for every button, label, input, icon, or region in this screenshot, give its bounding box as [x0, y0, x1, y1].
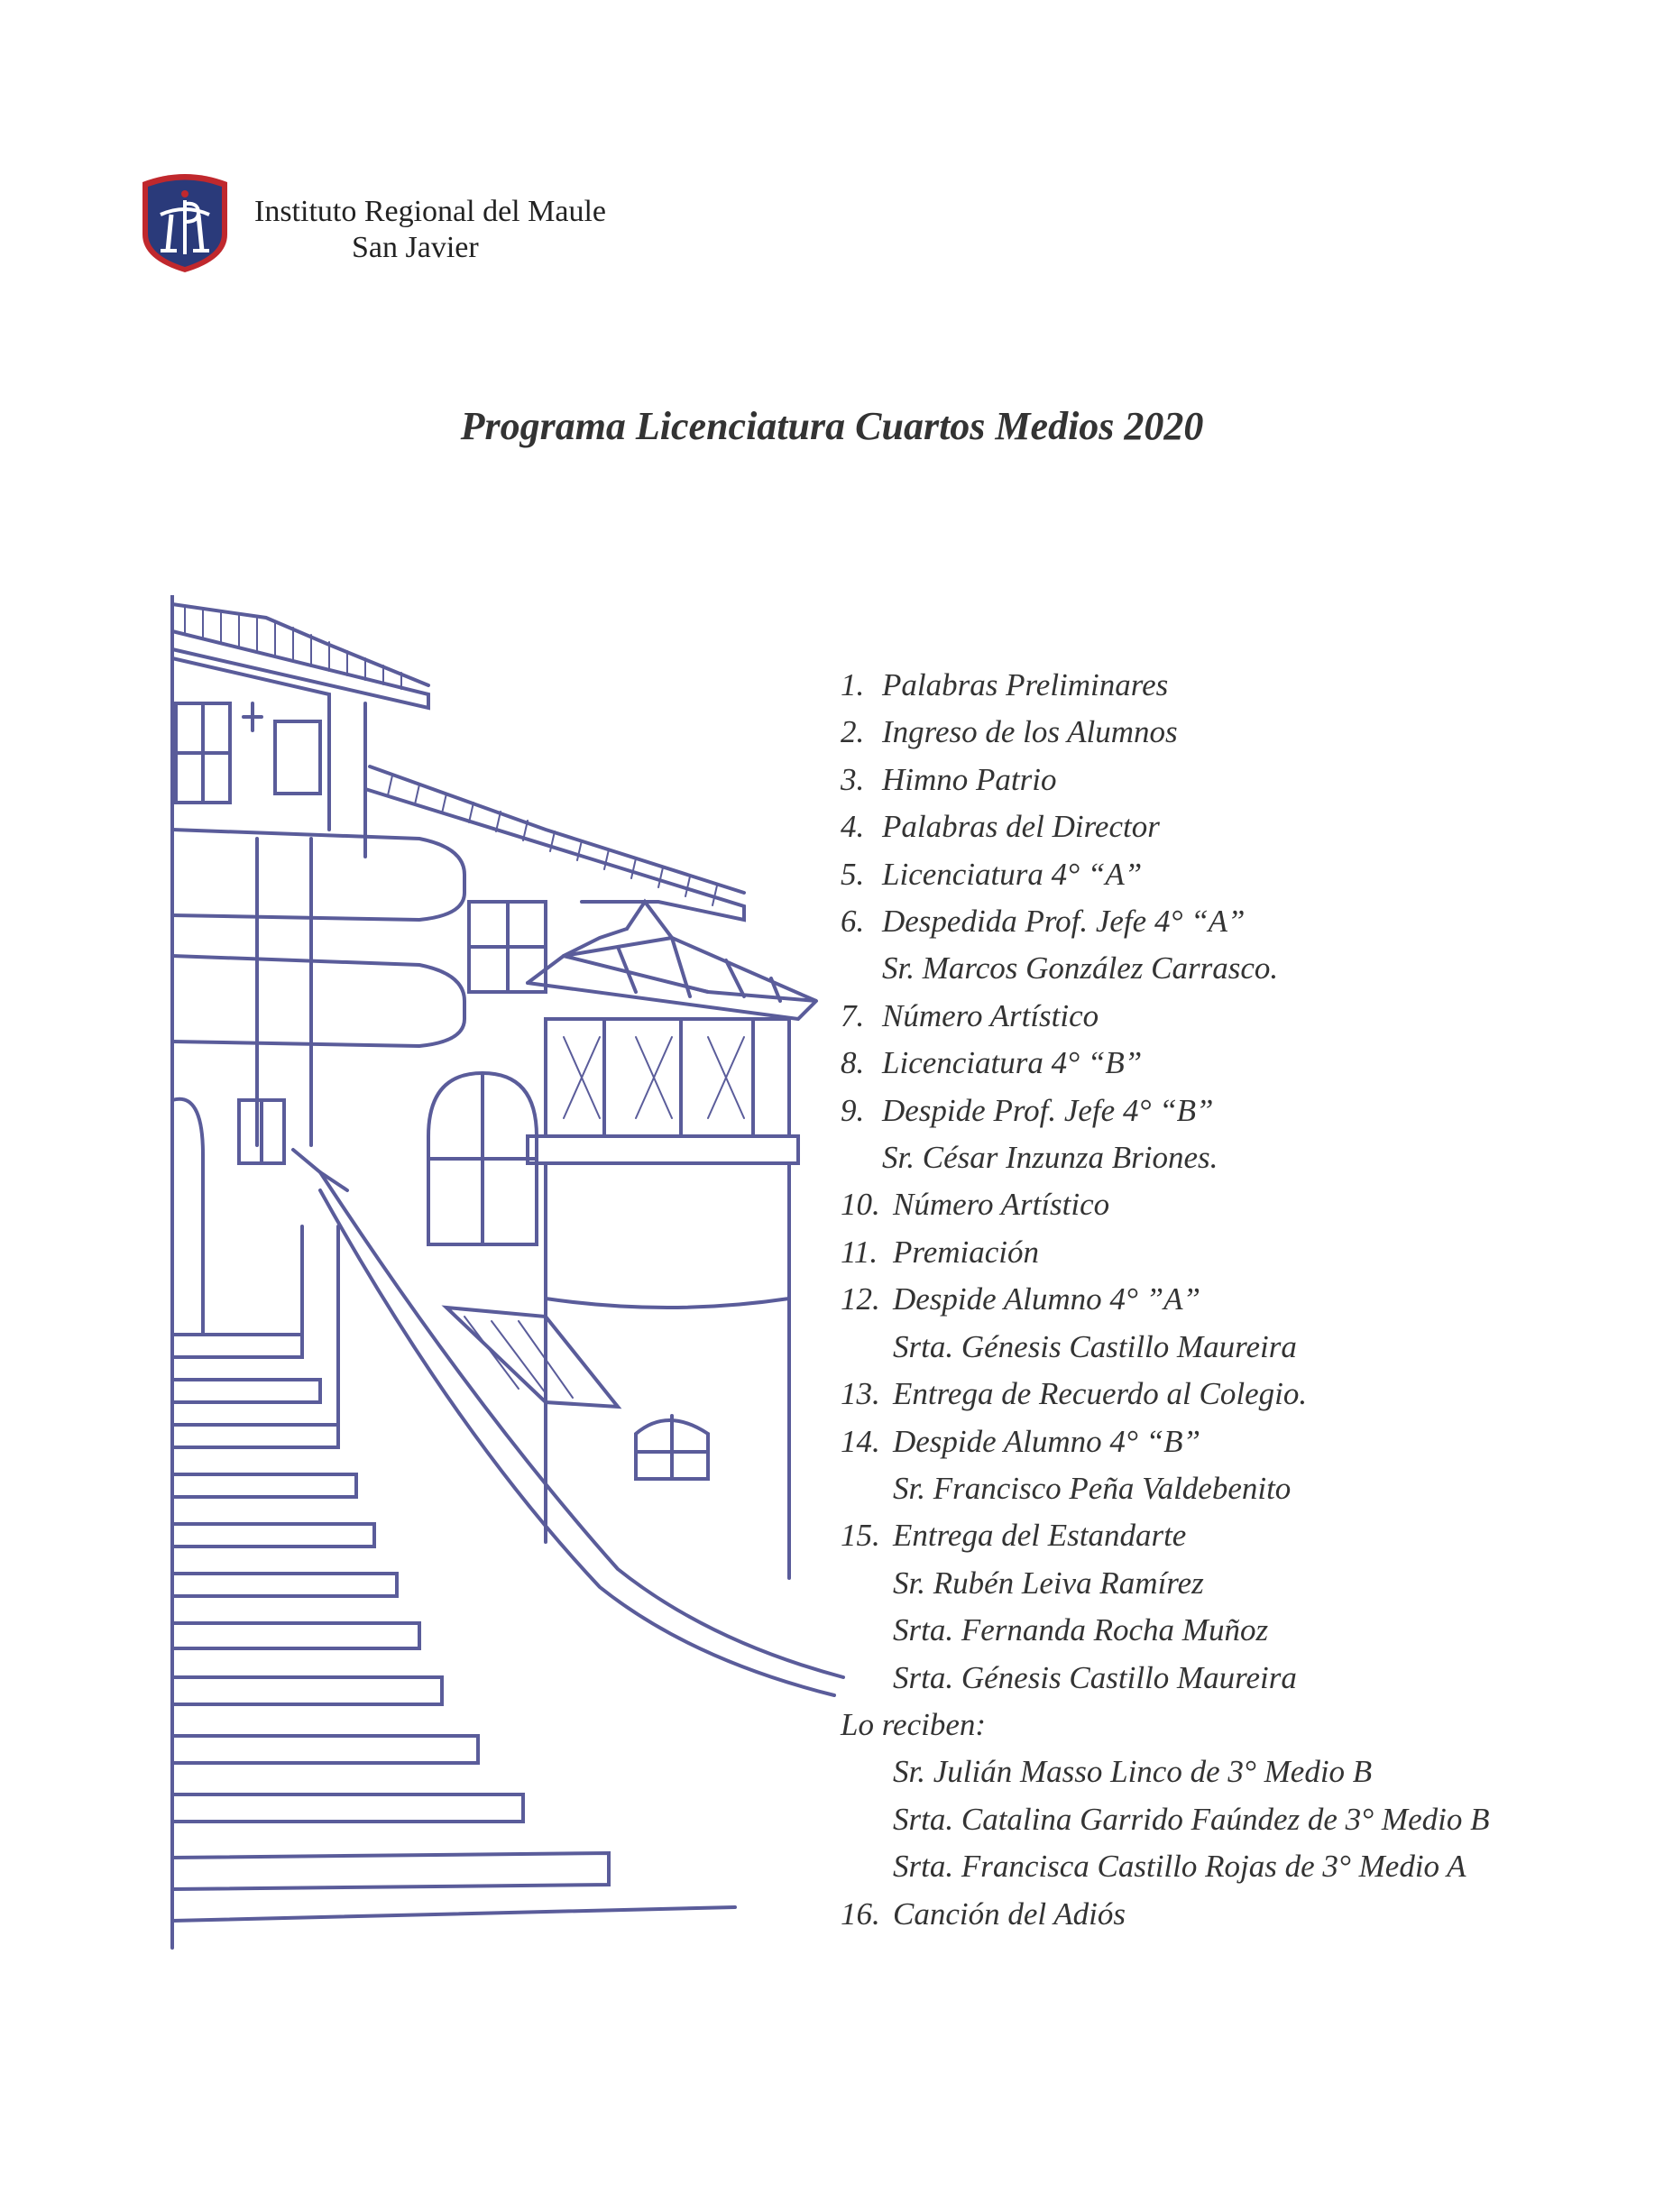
item-text: Número Artístico: [882, 997, 1099, 1033]
program-item: [841, 1229, 1634, 1276]
program-subitem: Srta. Génesis Castillo Maureira: [893, 1659, 1297, 1695]
item-number: 9.: [841, 1092, 865, 1128]
item-text: Palabras Preliminares: [882, 667, 1169, 702]
item-number: 8.: [841, 1045, 865, 1081]
item-number: 4.: [841, 809, 865, 845]
program-item: [841, 1891, 1634, 1938]
item-number: 6.: [841, 904, 865, 940]
program-subitem: Srta. Catalina Garrido Faúndez de 3° Medio B: [893, 1801, 1490, 1837]
program-subitem: Sr. César Inzunza Briones.: [882, 1140, 1218, 1176]
institution-name: Instituto Regional del Maule: [254, 195, 606, 228]
program-item: [841, 709, 1634, 756]
item-number: 11.: [841, 1234, 878, 1270]
item-number: 10.: [841, 1187, 880, 1223]
item-text: Entrega del Estandarte: [893, 1518, 1187, 1554]
item-text: Despide Prof. Jefe 4° “B”: [882, 1092, 1214, 1128]
item-text: Premiación: [893, 1234, 1039, 1270]
building-sketch-illustration: [167, 595, 852, 1957]
item-number: 1.: [841, 667, 865, 702]
program-list: [841, 662, 1634, 1938]
program-item: [841, 1040, 1634, 1087]
program-subitem: Srta. Francisca Castillo Rojas de 3° Medio A: [893, 1849, 1466, 1885]
program-item: [841, 803, 1634, 850]
item-text: Canción del Adiós: [893, 1895, 1126, 1932]
program-item: [841, 757, 1634, 803]
item-number: 15.: [841, 1518, 880, 1554]
item-text: Despide Alumno 4° “B”: [893, 1423, 1200, 1459]
item-number: 13.: [841, 1376, 880, 1412]
item-number: 16.: [841, 1895, 880, 1932]
program-subitem: Sr. Marcos González Carrasco.: [882, 950, 1279, 987]
item-text: Himno Patrio: [882, 761, 1057, 797]
item-number: 7.: [841, 997, 865, 1033]
item-text: Palabras del Director: [882, 809, 1160, 845]
item-text: Despedida Prof. Jefe 4° “A”: [882, 904, 1246, 940]
program-item: [841, 1088, 1634, 1134]
program-item: [841, 1276, 1634, 1323]
item-text: Entrega de Recuerdo al Colegio.: [893, 1376, 1308, 1412]
program-item: [841, 1181, 1634, 1228]
item-number: 5.: [841, 856, 865, 892]
program-subitem: Srta. Génesis Castillo Maureira: [893, 1328, 1297, 1364]
program-subitem: Sr. Julián Masso Linco de 3° Medio B: [893, 1754, 1373, 1790]
program-item: [841, 898, 1634, 945]
program-item: [841, 1418, 1634, 1465]
item-number: 14.: [841, 1423, 880, 1459]
item-number: 3.: [841, 761, 865, 797]
item-text: Número Artístico: [893, 1187, 1110, 1223]
page-title: Programa Licenciatura Cuartos Medios 2020: [460, 404, 1204, 448]
header: [135, 171, 676, 280]
item-number: 2.: [841, 714, 865, 750]
institution-city: San Javier: [352, 231, 479, 264]
program-item: [841, 993, 1634, 1040]
program-subitem: Sr. Francisco Peña Valdebenito: [893, 1470, 1292, 1506]
school-crest-icon: [135, 171, 234, 275]
program-item: [841, 1512, 1634, 1559]
program-item: [841, 1371, 1634, 1418]
program-item: [841, 851, 1634, 898]
item-text: Ingreso de los Alumnos: [882, 714, 1178, 750]
program-subitem: Srta. Fernanda Rocha Muñoz: [893, 1612, 1269, 1648]
item-text: Despide Alumno 4° ”A”: [893, 1281, 1200, 1317]
program-item: [841, 662, 1634, 709]
program-plain-line: Lo reciben:: [841, 1706, 987, 1742]
program-subitem: Sr. Rubén Leiva Ramírez: [893, 1565, 1204, 1601]
item-number: 12.: [841, 1281, 880, 1317]
item-text: Licenciatura 4° “A”: [882, 856, 1143, 892]
item-text: Licenciatura 4° “B”: [882, 1045, 1143, 1081]
